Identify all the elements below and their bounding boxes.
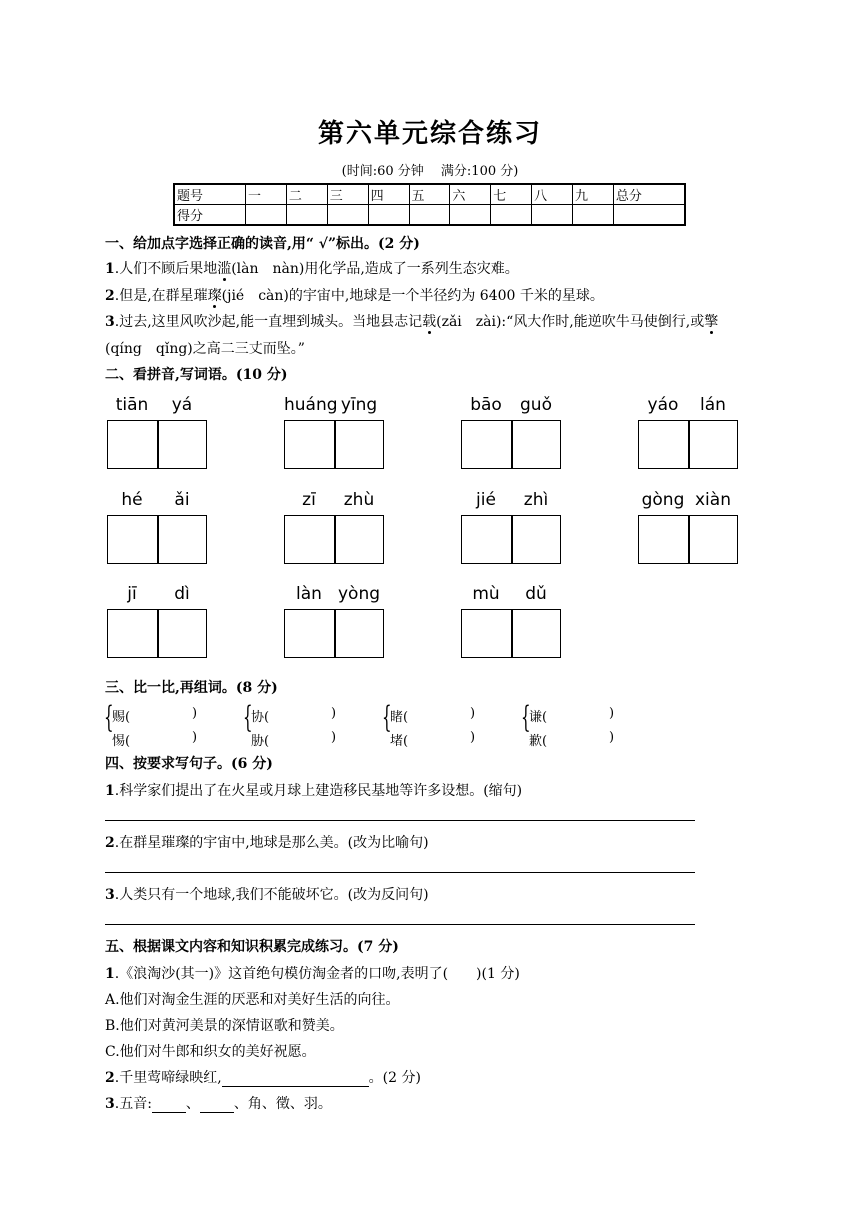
question-text: (zǎi zài):“风大作时,能逆吹牛马使倒行,或 <box>436 314 705 330</box>
compare-paren: ) <box>192 730 198 745</box>
brace-symbol: { <box>104 700 114 735</box>
score-table <box>173 183 686 226</box>
writing-box[interactable] <box>284 420 384 469</box>
writing-box[interactable] <box>461 609 561 658</box>
question-text: (jié càn)的宇宙中,地球是一个半径约为 6400 千米的星球。 <box>221 288 604 304</box>
compare-paren: ) <box>470 730 476 745</box>
score-cell[interactable] <box>573 205 614 226</box>
question-text: .千里莺啼绿映红, <box>114 1070 222 1086</box>
writing-box[interactable] <box>107 515 207 564</box>
pinyin-syllable: gòng <box>641 490 685 510</box>
compare-char: 谦( <box>529 710 548 725</box>
question-text: .人类只有一个地球,我们不能破坏它。(改为反问句) <box>114 887 429 903</box>
sec4-question-1 <box>105 780 522 800</box>
question-text: .科学家们提出了在火星或月球上建造移民基地等许多设想。(缩句) <box>114 783 523 799</box>
question-number: 3 <box>105 1096 115 1112</box>
pinyin-syllable: mù <box>472 584 500 604</box>
compare-char: 睹( <box>390 710 409 725</box>
writing-box[interactable] <box>461 515 561 564</box>
compare-paren: ) <box>192 706 198 721</box>
question-number: 3 <box>105 314 115 330</box>
pinyin-syllable: hé <box>121 490 143 510</box>
option-b[interactable]: B.他们对黄河美景的深情讴歌和赞美。 <box>105 1018 344 1034</box>
dotted-char: 滥 <box>217 261 232 277</box>
exam-info: (时间:60 分钟 满分:100 分) <box>341 164 519 179</box>
score-cell[interactable] <box>613 205 685 226</box>
option-a[interactable]: A.他们对淘金生涯的厌恶和对美好生活的向往。 <box>105 992 400 1008</box>
question-text: .《浪淘沙(其一)》这首绝句模仿淘金者的口吻,表明了( )(1 分) <box>114 966 520 982</box>
question-text: 、角、徵、羽。 <box>233 1096 332 1112</box>
score-header-cell: 一 <box>246 184 287 205</box>
pinyin-syllable: zī <box>302 490 316 510</box>
score-header-cell: 总分 <box>613 184 685 205</box>
score-cell[interactable] <box>286 205 327 226</box>
writing-box[interactable] <box>284 609 384 658</box>
pinyin-syllable: zhì <box>523 490 549 510</box>
pinyin-syllable: jī <box>127 584 137 604</box>
compare-char: 堵( <box>390 734 409 749</box>
pinyin-syllable: jié <box>476 490 496 510</box>
writing-box[interactable] <box>284 515 384 564</box>
pinyin-syllable: tiān <box>115 395 149 415</box>
question-number: 1 <box>105 966 115 982</box>
score-header-cell: 六 <box>450 184 491 205</box>
question-text: .五音: <box>114 1096 152 1112</box>
score-table-score-row <box>174 205 685 226</box>
score-table-header-row <box>174 184 685 205</box>
question-number: 2 <box>105 835 115 851</box>
score-row-label: 得分 <box>174 205 246 226</box>
sec4-question-2 <box>105 832 429 852</box>
score-cell[interactable] <box>246 205 287 226</box>
section-2-heading: 二、看拼音,写词语。(10 分) <box>105 367 288 383</box>
score-header-cell: 七 <box>491 184 532 205</box>
dotted-char: 璨 <box>207 288 222 304</box>
compare-char: 赐( <box>112 710 131 725</box>
compare-paren: ) <box>470 706 476 721</box>
compare-paren: ) <box>609 730 615 745</box>
fill-blank[interactable] <box>152 1097 186 1113</box>
score-header-cell: 三 <box>327 184 368 205</box>
score-header-cell: 九 <box>573 184 614 205</box>
score-cell[interactable] <box>532 205 573 226</box>
pinyin-syllable: yáo <box>647 395 679 415</box>
pinyin-syllable: ǎi <box>174 490 190 510</box>
pinyin-syllable: dì <box>174 584 190 604</box>
section-4-heading: 四、按要求写句子。(6 分) <box>105 756 273 772</box>
question-text: .人们不顾后果地 <box>114 261 218 277</box>
score-header-cell: 八 <box>532 184 573 205</box>
score-header-cell: 题号 <box>174 184 246 205</box>
pinyin-syllable: làn <box>296 584 322 604</box>
score-header-cell: 五 <box>409 184 450 205</box>
pinyin-syllable: lán <box>700 395 726 415</box>
fill-blank[interactable] <box>222 1071 369 1087</box>
fill-blank[interactable] <box>200 1097 234 1113</box>
question-number: 2 <box>105 1070 115 1086</box>
question-number: 2 <box>105 288 115 304</box>
question-number: 1 <box>105 783 115 799</box>
brace-symbol: { <box>382 700 392 735</box>
sec4-question-3 <box>105 884 429 904</box>
separator: 、 <box>185 1096 200 1112</box>
pinyin-syllable: zhù <box>343 490 375 510</box>
brace-symbol: { <box>521 700 531 735</box>
question-text: 。(2 分) <box>368 1070 421 1086</box>
page-title: 第六单元综合练习 <box>317 119 542 149</box>
dotted-char: 擎 <box>704 314 719 330</box>
pinyin-syllable: guǒ <box>520 395 552 415</box>
writing-box[interactable] <box>638 420 738 469</box>
sec1-question-3-continued: (qíng qǐng)之高二三丈而坠。” <box>105 341 305 357</box>
question-text: .但是,在群星璀 <box>114 288 208 304</box>
section-5-heading: 五、根据课文内容和知识积累完成练习。(7 分) <box>105 939 399 955</box>
compare-char: 惕( <box>112 734 131 749</box>
question-text: .过去,这里风吹沙起,能一直埋到城头。当地县志记 <box>114 314 423 330</box>
question-text: .在群星璀璨的宇宙中,地球是那么美。(改为比喻句) <box>114 835 429 851</box>
score-cell[interactable] <box>491 205 532 226</box>
section-3-heading: 三、比一比,再组词。(8 分) <box>105 680 278 696</box>
brace-symbol: { <box>243 700 253 735</box>
sec5-question-1 <box>105 963 520 983</box>
pinyin-syllable: yīng <box>340 395 378 415</box>
compare-char: 歉( <box>529 734 548 749</box>
option-c[interactable]: C.他们对牛郎和织女的美好祝愿。 <box>105 1044 316 1060</box>
question-number: 1 <box>105 261 115 277</box>
sec1-question-3 <box>105 311 718 331</box>
answer-line[interactable] <box>105 820 695 821</box>
score-cell[interactable] <box>368 205 409 226</box>
sec1-question-2 <box>105 285 604 305</box>
compare-paren: ) <box>331 706 337 721</box>
score-header-cell: 二 <box>286 184 327 205</box>
pinyin-syllable: huáng <box>284 395 338 415</box>
writing-box[interactable] <box>107 420 207 469</box>
score-header-cell: 四 <box>368 184 409 205</box>
pinyin-syllable: yá <box>171 395 193 415</box>
writing-box[interactable] <box>107 609 207 658</box>
pinyin-syllable: dǔ <box>525 584 547 604</box>
score-cell[interactable] <box>409 205 450 226</box>
sec5-question-2 <box>105 1067 421 1087</box>
answer-line[interactable] <box>105 872 695 873</box>
pinyin-syllable: xiàn <box>695 490 731 510</box>
question-number: 3 <box>105 887 115 903</box>
sec5-question-3 <box>105 1093 332 1113</box>
sec1-question-1 <box>105 258 519 278</box>
answer-line[interactable] <box>105 924 695 925</box>
question-text: (làn nàn)用化学品,造成了一系列生态灾难。 <box>231 261 519 277</box>
writing-box[interactable] <box>461 420 561 469</box>
score-cell[interactable] <box>450 205 491 226</box>
compare-paren: ) <box>609 706 615 721</box>
score-cell[interactable] <box>327 205 368 226</box>
compare-char: 协( <box>251 710 270 725</box>
writing-box[interactable] <box>638 515 738 564</box>
pinyin-syllable: bāo <box>470 395 502 415</box>
compare-paren: ) <box>331 730 337 745</box>
section-1-heading: 一、给加点字选择正确的读音,用“ √”标出。(2 分) <box>105 236 420 252</box>
pinyin-syllable: yòng <box>337 584 381 604</box>
dotted-char: 载 <box>422 314 437 330</box>
compare-char: 胁( <box>251 734 270 749</box>
